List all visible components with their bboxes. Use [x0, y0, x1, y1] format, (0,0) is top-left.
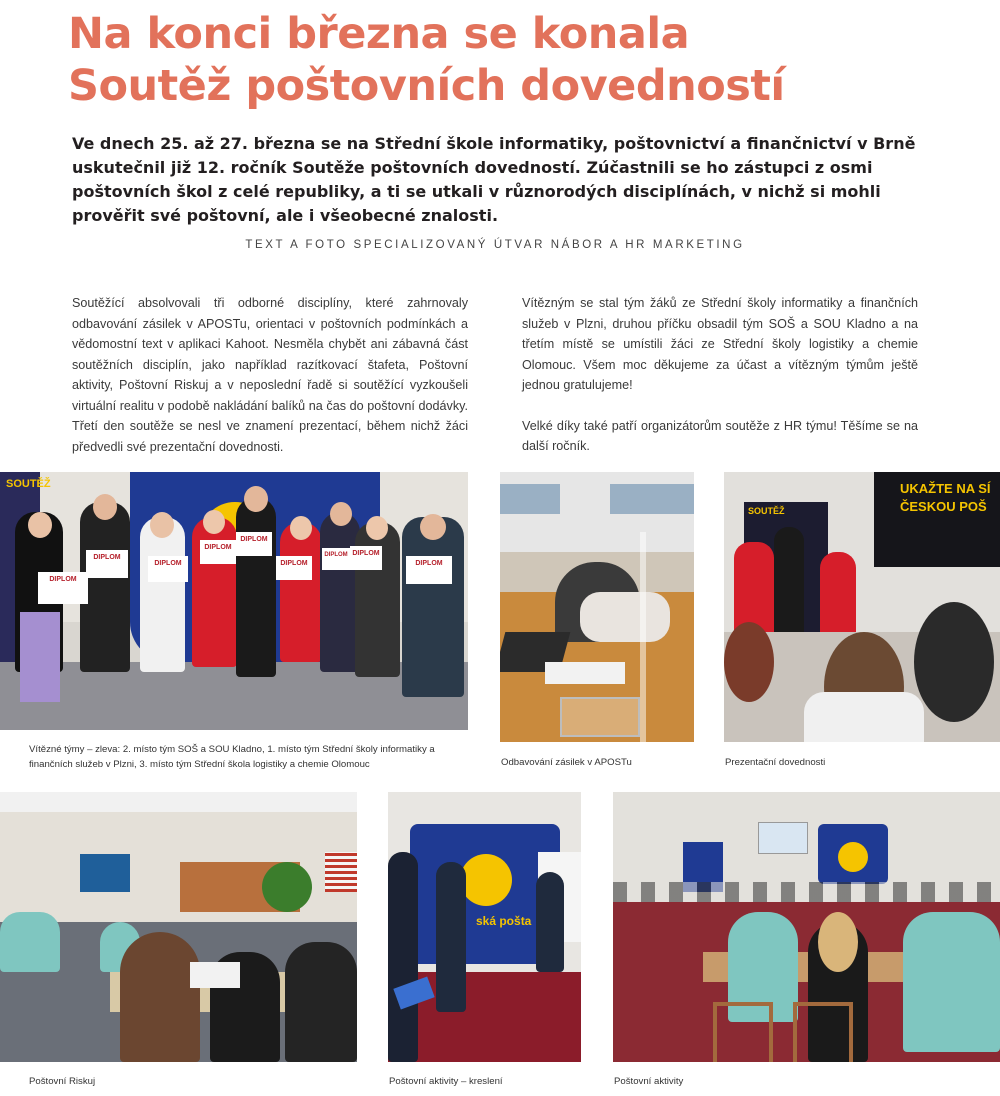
article-title-line-2: Soutěž poštovních dovedností [68, 61, 785, 111]
diploma-5: DIPLOM [236, 532, 272, 556]
diploma-9: DIPLOM [406, 556, 452, 584]
caption-presentation: Prezentační dovednosti [725, 757, 826, 768]
photo-activities [613, 792, 1000, 1062]
column-right-paragraph-1: Vítězným se stal tým žáků ze Střední školy informatiky a finančních služeb v Plzni, druhou příčku obsadil tým SOŠ a SOU Kladno a na třetím místě se umístili žáci ze Střední školy logistiky a chemie Olomouc. Všem moc děkujeme za účast a vítězným týmům ještě jednou gratulujeme! [522, 296, 918, 392]
caption-apost: Odbavování zásilek v APOSTu [501, 757, 632, 768]
diploma-8: DIPLOM [350, 546, 382, 570]
photo-winners [0, 472, 468, 730]
article-lead: Ve dnech 25. až 27. března se na Střední škole informatiky, poštovnictví a finančnictví v Brně uskutečnil již 12. ročník Soutěže poštovních dovedností. Zúčastnili se ho zástupci z osmi poštovních škol z celé republiky, a ti se utkali v různorodých disciplínách, v nichž si mohli prověřit své poštovní, ale i všeobecné znalosti. [72, 134, 916, 225]
diploma-6: DIPLOM [276, 556, 312, 580]
article-title-line-1: Na konci března se konala [68, 9, 690, 59]
caption-activities: Poštovní aktivity [614, 1076, 684, 1087]
caption-riskuj: Poštovní Riskuj [29, 1076, 96, 1087]
drawing-logo-text: ská pošta [476, 914, 532, 928]
diploma-7: DIPLOM [322, 548, 350, 570]
diploma-4: DIPLOM [200, 540, 236, 564]
winners-banner-text: SOUTĚŽ [6, 478, 51, 490]
diploma-2: DIPLOM [86, 550, 128, 578]
article-column-left [72, 293, 468, 457]
column-right-paragraph-2: Velké díky také patří organizátorům soutěže z HR týmu! Těšíme se na další ročník. [522, 418, 918, 453]
diploma-3: DIPLOM [148, 556, 188, 582]
photo-apost [500, 472, 694, 742]
column-left-paragraph: Soutěžící absolvovali tři odborné disciplíny, které zahrnovaly odbavování zásilek v APOSTu, orientaci v poštovních podmínkách a vědomostní text v aplikaci Kahoot. Nesměla chybět ani zábavná část soutěžních disciplín, jako například razítkovací štafeta, Poštovní aktivity, Poštovní Riskuj a v neposlední řadě si soutěžící vyzkoušeli virtuální realitu v podobě nakládání balíků na čas do poštovní dodávky. Třetí den soutěže se nesl ve znamení prezentací, během nichž žáci předvedli své prezentační dovednosti. [72, 296, 468, 454]
caption-drawing: Poštovní aktivity – kreslení [389, 1076, 503, 1087]
presentation-screen-text: UKAŽTE NA SÍ ČESKOU POŠ [900, 481, 991, 514]
photo-presentation [724, 472, 1000, 742]
article-column-right [522, 293, 918, 457]
photo-drawing [388, 792, 581, 1062]
presentation-banner-text: SOUTĚŽ [748, 506, 785, 516]
article-credit: TEXT A FOTO SPECIALIZOVANÝ ÚTVAR NÁBOR A HR MARKETING [245, 239, 745, 251]
photo-riskuj [0, 792, 357, 1062]
article-title [68, 8, 968, 112]
diploma-1: DIPLOM [38, 572, 88, 604]
caption-winners: Vítězné týmy – zleva: 2. místo tým SOŠ a SOU Kladno, 1. místo tým Střední školy informatiky a finančních služeb v Plzni, 3. místo tým Střední škola logistiky a chemie Olomouc [29, 744, 435, 770]
